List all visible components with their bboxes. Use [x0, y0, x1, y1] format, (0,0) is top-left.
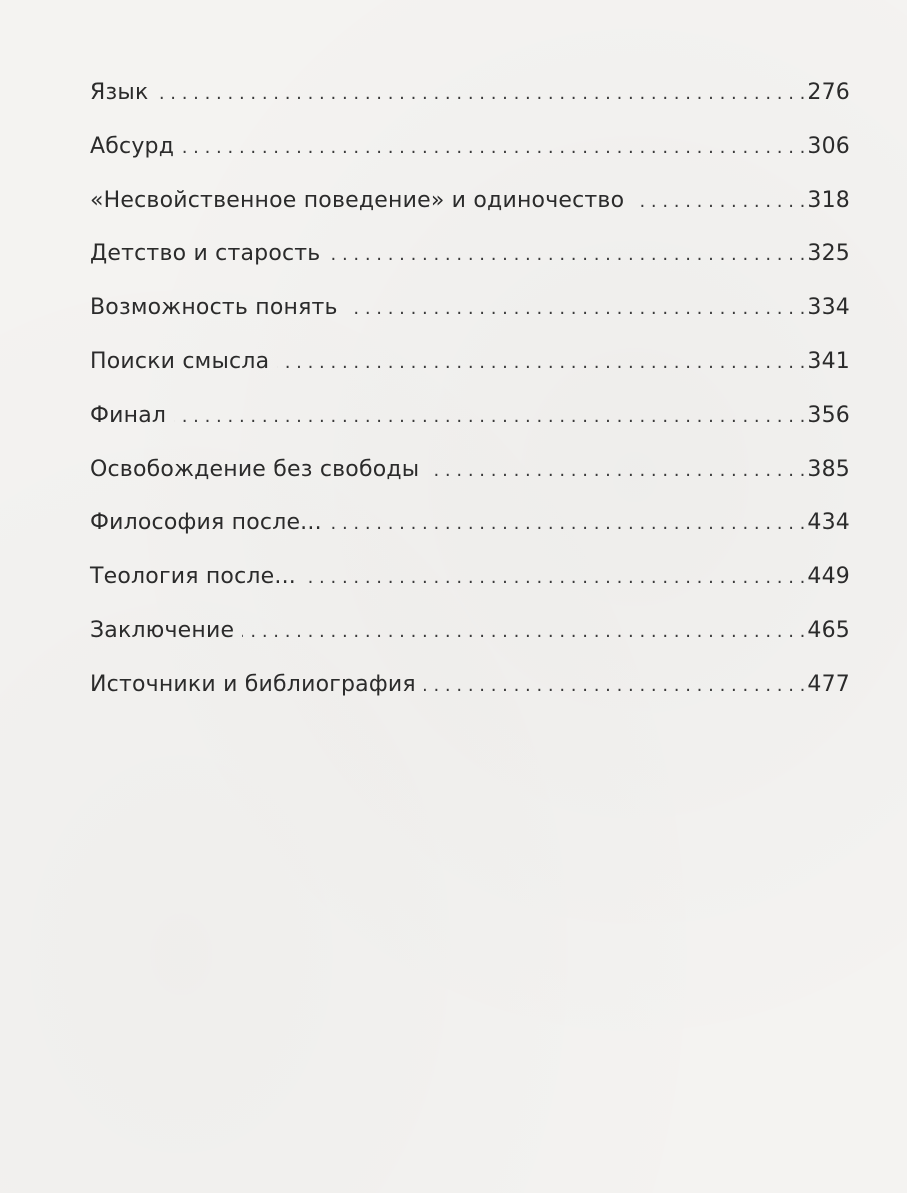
toc-entry-page: 434	[807, 510, 850, 536]
toc-entry	[90, 241, 850, 295]
toc-entry-page: 356	[807, 402, 850, 428]
toc-entry-title: Абсурд	[90, 133, 175, 159]
toc-entry	[90, 295, 850, 349]
toc-entry-page: 306	[807, 133, 850, 159]
toc-entry	[90, 403, 850, 457]
toc-entry	[90, 672, 850, 726]
toc-entry-page: 465	[807, 617, 850, 643]
toc-entry-page: 449	[807, 564, 850, 590]
dot-leader	[242, 621, 805, 642]
dot-leader	[632, 191, 805, 212]
toc-entry-title: Детство и старость	[90, 241, 321, 267]
toc-entry-page: 276	[807, 80, 850, 105]
toc-entry-page: 334	[807, 295, 850, 321]
toc-entry	[90, 510, 850, 564]
dot-leader	[174, 406, 805, 427]
toc-entry-title: Теология после...	[90, 564, 296, 590]
toc-entry-page: 325	[807, 241, 850, 267]
dot-leader	[330, 513, 806, 534]
toc-entry-title: Язык	[90, 80, 149, 105]
toc-entry	[90, 457, 850, 511]
toc-entry-page: 385	[807, 456, 850, 482]
dot-leader	[346, 298, 806, 319]
toc-entry	[90, 188, 850, 242]
dot-leader	[182, 137, 805, 158]
toc-entry	[90, 618, 850, 672]
dot-leader	[427, 460, 805, 481]
dot-leader	[304, 567, 805, 588]
toc-entry-title: Освобождение без свободы	[90, 456, 420, 482]
toc-entry	[90, 134, 850, 188]
dot-leader	[277, 352, 805, 373]
toc-entry	[90, 564, 850, 618]
toc-entry-page: 341	[807, 348, 850, 374]
toc-entry-title: «Несвойственное поведение» и одиночество	[90, 187, 625, 213]
toc-entry-title: Источники и библиография	[90, 671, 416, 697]
toc-entry-page: 477	[807, 671, 850, 697]
toc-entry-title: Финал	[90, 402, 167, 428]
dot-leader	[328, 244, 805, 265]
table-of-contents	[90, 80, 850, 726]
toc-entry-title: Философия после...	[90, 510, 322, 536]
dot-leader	[424, 675, 806, 696]
toc-entry-title: Возможность понять	[90, 295, 338, 321]
toc-entry-page: 318	[807, 187, 850, 213]
toc-entry	[90, 349, 850, 403]
toc-entry-title: Поиски смысла	[90, 348, 270, 374]
toc-entry-title: Заключение	[90, 617, 235, 643]
toc-entry	[90, 80, 850, 134]
dot-leader	[156, 83, 805, 104]
